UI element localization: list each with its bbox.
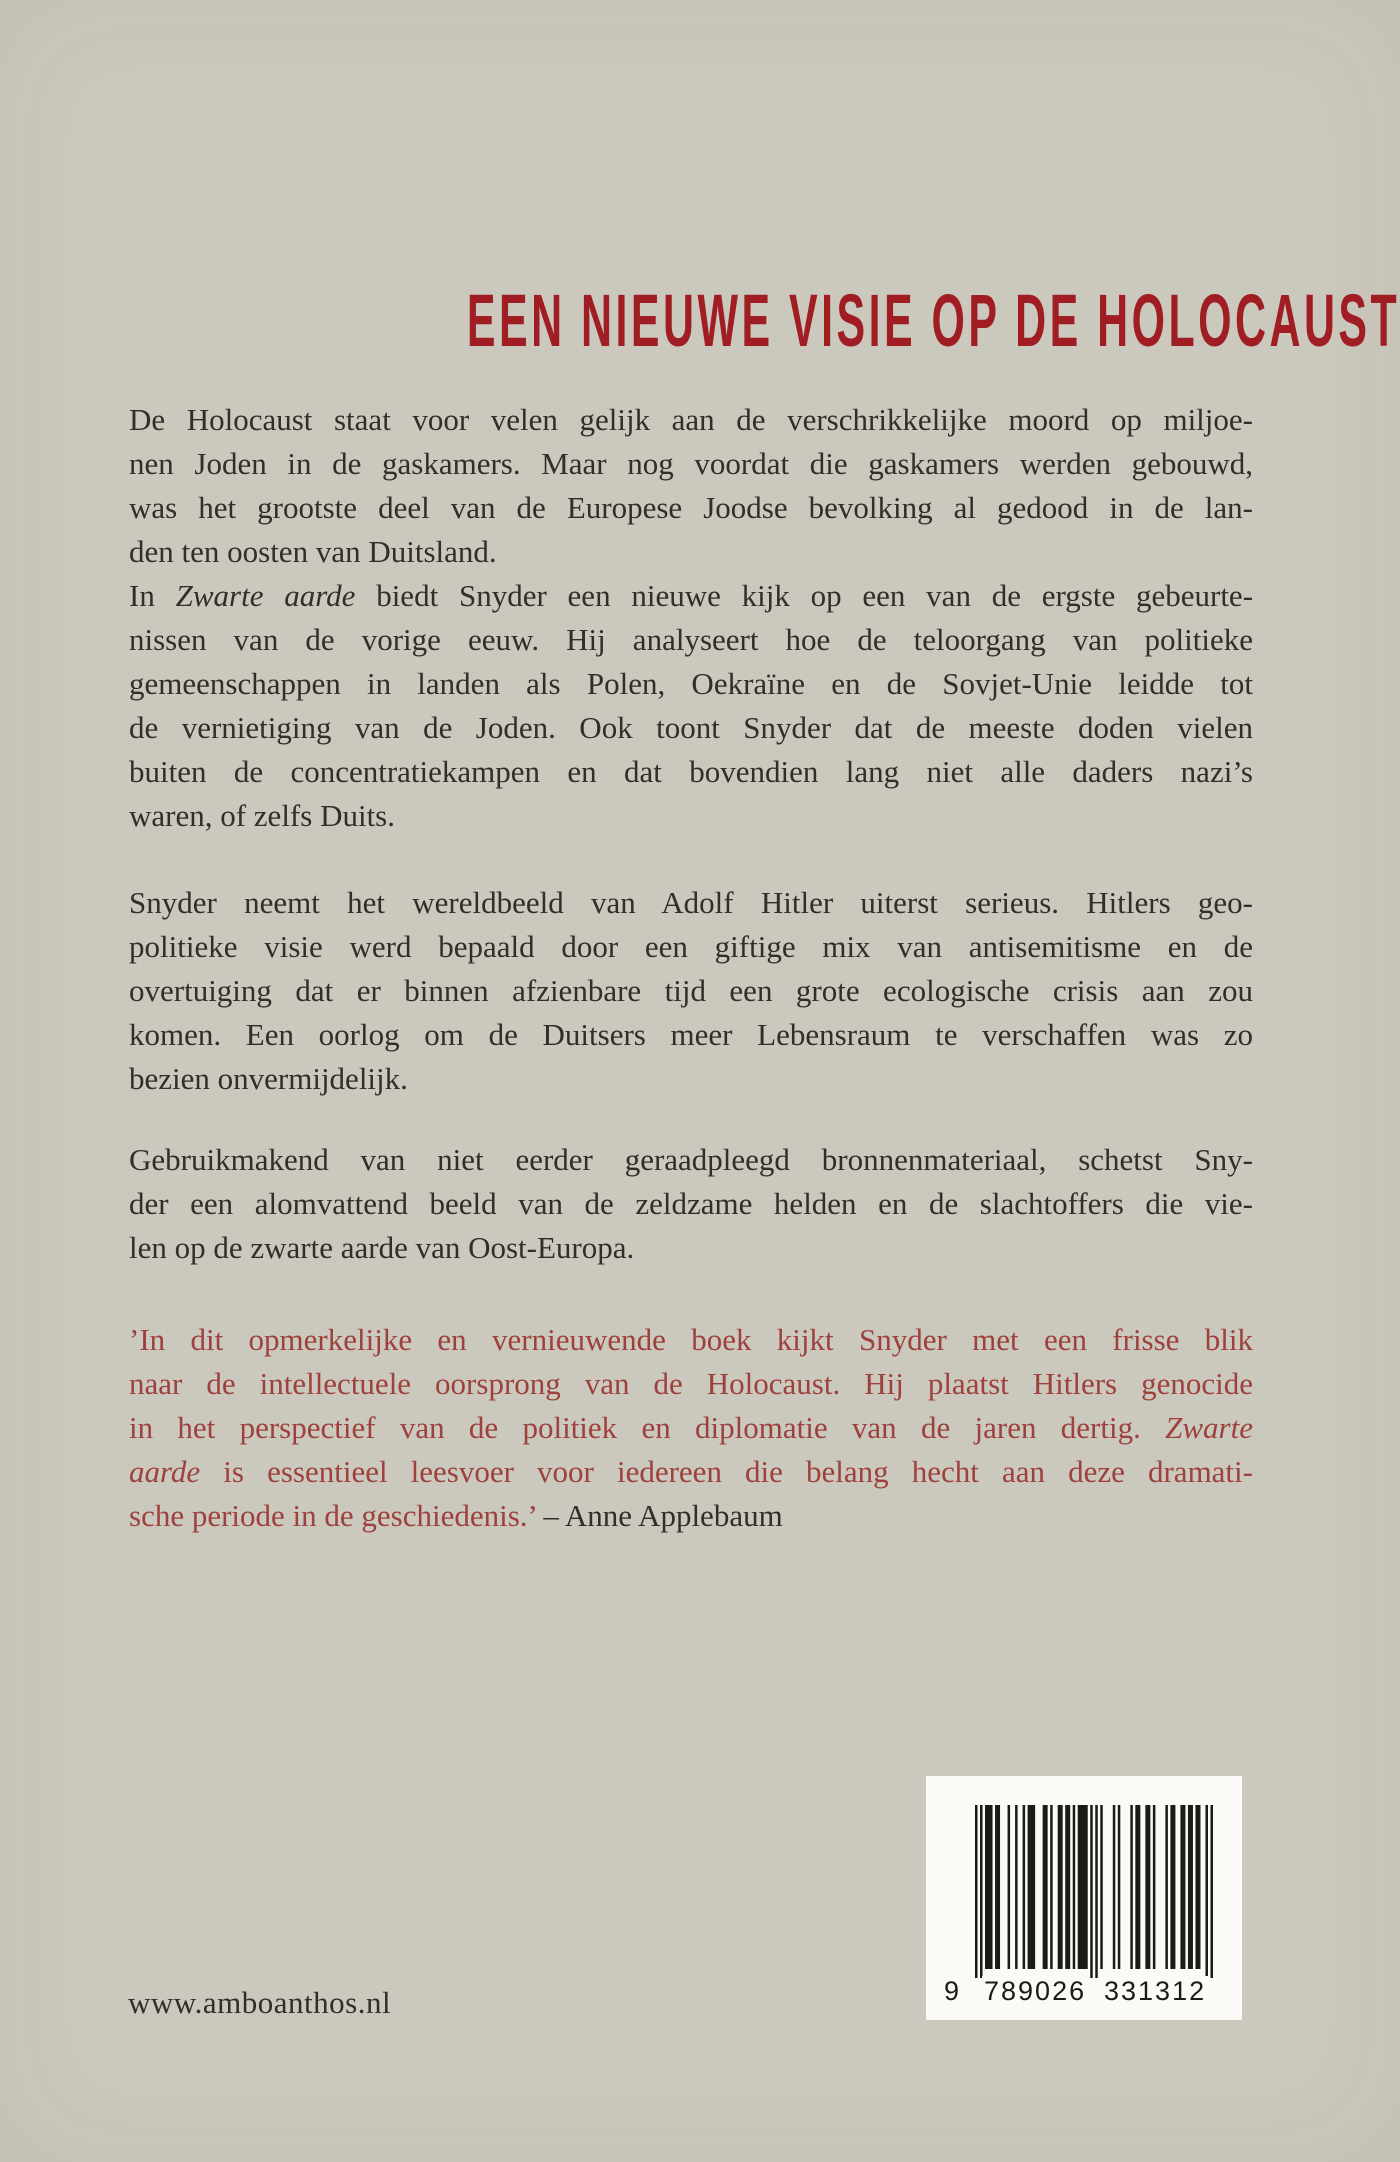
text-segment: was het grootste deel van de Europese Joodse bevolking al gedood in de lan- xyxy=(129,490,1253,525)
text-segment: In xyxy=(129,578,176,613)
text-segment: is essentieel leesvoer voor iedereen die belang hecht aan deze dramati- xyxy=(200,1454,1253,1489)
synopsis-paragraph-2 xyxy=(129,881,1253,1101)
text-line xyxy=(129,1318,1253,1362)
synopsis-paragraph-1 xyxy=(129,398,1253,838)
text-line xyxy=(129,398,1253,442)
text-segment: bezien onvermijdelijk. xyxy=(129,1061,408,1096)
text-line xyxy=(129,1494,1253,1538)
text-segment: waren, of zelfs Duits. xyxy=(129,798,395,833)
tagline-heading-text: EEN NIEUWE VISIE OP DE HOLOCAUST xyxy=(466,279,1400,362)
text-line xyxy=(129,1362,1253,1406)
isbn-digit-group-2: 789026 xyxy=(984,1976,1087,2006)
text-segment: gemeenschappen in landen als Polen, Oekraïne en de Sovjet-Unie leidde tot xyxy=(129,666,1253,701)
text-segment: overtuiging dat er binnen afzienbare tijd een grote ecologische crisis aan zou xyxy=(129,973,1253,1008)
text-line xyxy=(129,1450,1253,1494)
text-line xyxy=(129,1138,1253,1182)
publisher-website-url: www.amboanthos.nl xyxy=(128,1985,392,2020)
text-line xyxy=(129,969,1253,1013)
text-segment: De Holocaust staat voor velen gelijk aan de verschrikkelijke moord op miljoe- xyxy=(129,402,1253,437)
text-line xyxy=(129,574,1253,618)
text-segment: nissen van de vorige eeuw. Hij analyseert hoe de teloorgang van politieke xyxy=(129,622,1253,657)
barcode xyxy=(926,1776,1242,2020)
text-segment: buiten de concentratiekampen en dat bovendien lang niet alle daders nazi’s xyxy=(129,754,1253,789)
synopsis-paragraph-3 xyxy=(129,1138,1253,1270)
text-segment: sche periode in de geschiedenis.’ xyxy=(129,1498,544,1533)
text-line xyxy=(129,706,1253,750)
text-segment: Snyder neemt het wereldbeeld van Adolf Hitler uiterst serieus. Hitlers geo- xyxy=(129,885,1253,920)
text-segment: nen Joden in de gaskamers. Maar nog voordat die gaskamers werden gebouwd, xyxy=(129,446,1253,481)
isbn-digit-group-1: 9 xyxy=(944,1976,962,2006)
quote-attribution: – Anne Applebaum xyxy=(543,1498,783,1533)
text-segment: ’In dit opmerkelijke en vernieuwende boek kijkt Snyder met een frisse blik xyxy=(129,1322,1253,1357)
text-segment: Zwarte aarde xyxy=(175,578,356,613)
text-segment: komen. Een oorlog om de Duitsers meer Lebensraum te verschaffen was zo xyxy=(129,1017,1253,1052)
text-line xyxy=(129,1226,1253,1270)
text-segment: in het perspectief van de politiek en diplomatie van de jaren dertig. xyxy=(129,1410,1166,1445)
text-segment: den ten oosten van Duitsland. xyxy=(129,534,497,569)
text-line xyxy=(129,1182,1253,1226)
text-line xyxy=(129,442,1253,486)
text-line xyxy=(129,1013,1253,1057)
text-line xyxy=(129,1057,1253,1101)
text-line xyxy=(129,750,1253,794)
text-segment: len op de zwarte aarde van Oost-Europa. xyxy=(129,1230,635,1265)
text-line xyxy=(129,530,1253,574)
text-segment: Gebruikmakend van niet eerder geraadpleegd bronnenmateriaal, schetst Sny- xyxy=(129,1142,1253,1177)
text-line xyxy=(129,794,1253,838)
barcode-bars xyxy=(975,1805,1213,1978)
text-segment: de vernietiging van de Joden. Ook toont Snyder dat de meeste doden vielen xyxy=(129,710,1253,745)
text-segment: aarde xyxy=(129,1454,201,1489)
text-line xyxy=(129,618,1253,662)
review-quote-paragraph xyxy=(129,1318,1253,1538)
text-line xyxy=(129,881,1253,925)
text-line xyxy=(129,1406,1253,1450)
text-segment: biedt Snyder een nieuwe kijk op een van de ergste gebeurte- xyxy=(355,578,1254,613)
text-line xyxy=(129,662,1253,706)
tagline-heading xyxy=(129,279,1400,364)
text-segment: der een alomvattend beeld van de zeldzame helden en de slachtoffers die vie- xyxy=(129,1186,1253,1221)
text-line xyxy=(129,925,1253,969)
text-segment: naar de intellectuele oorsprong van de Holocaust. Hij plaatst Hitlers genocide xyxy=(129,1366,1253,1401)
isbn-digit-group-3: 331312 xyxy=(1104,1976,1207,2006)
text-segment: politieke visie werd bepaald door een giftige mix van antisemitisme en de xyxy=(129,929,1253,964)
text-line xyxy=(129,486,1253,530)
text-segment: Zwarte xyxy=(1165,1410,1253,1445)
